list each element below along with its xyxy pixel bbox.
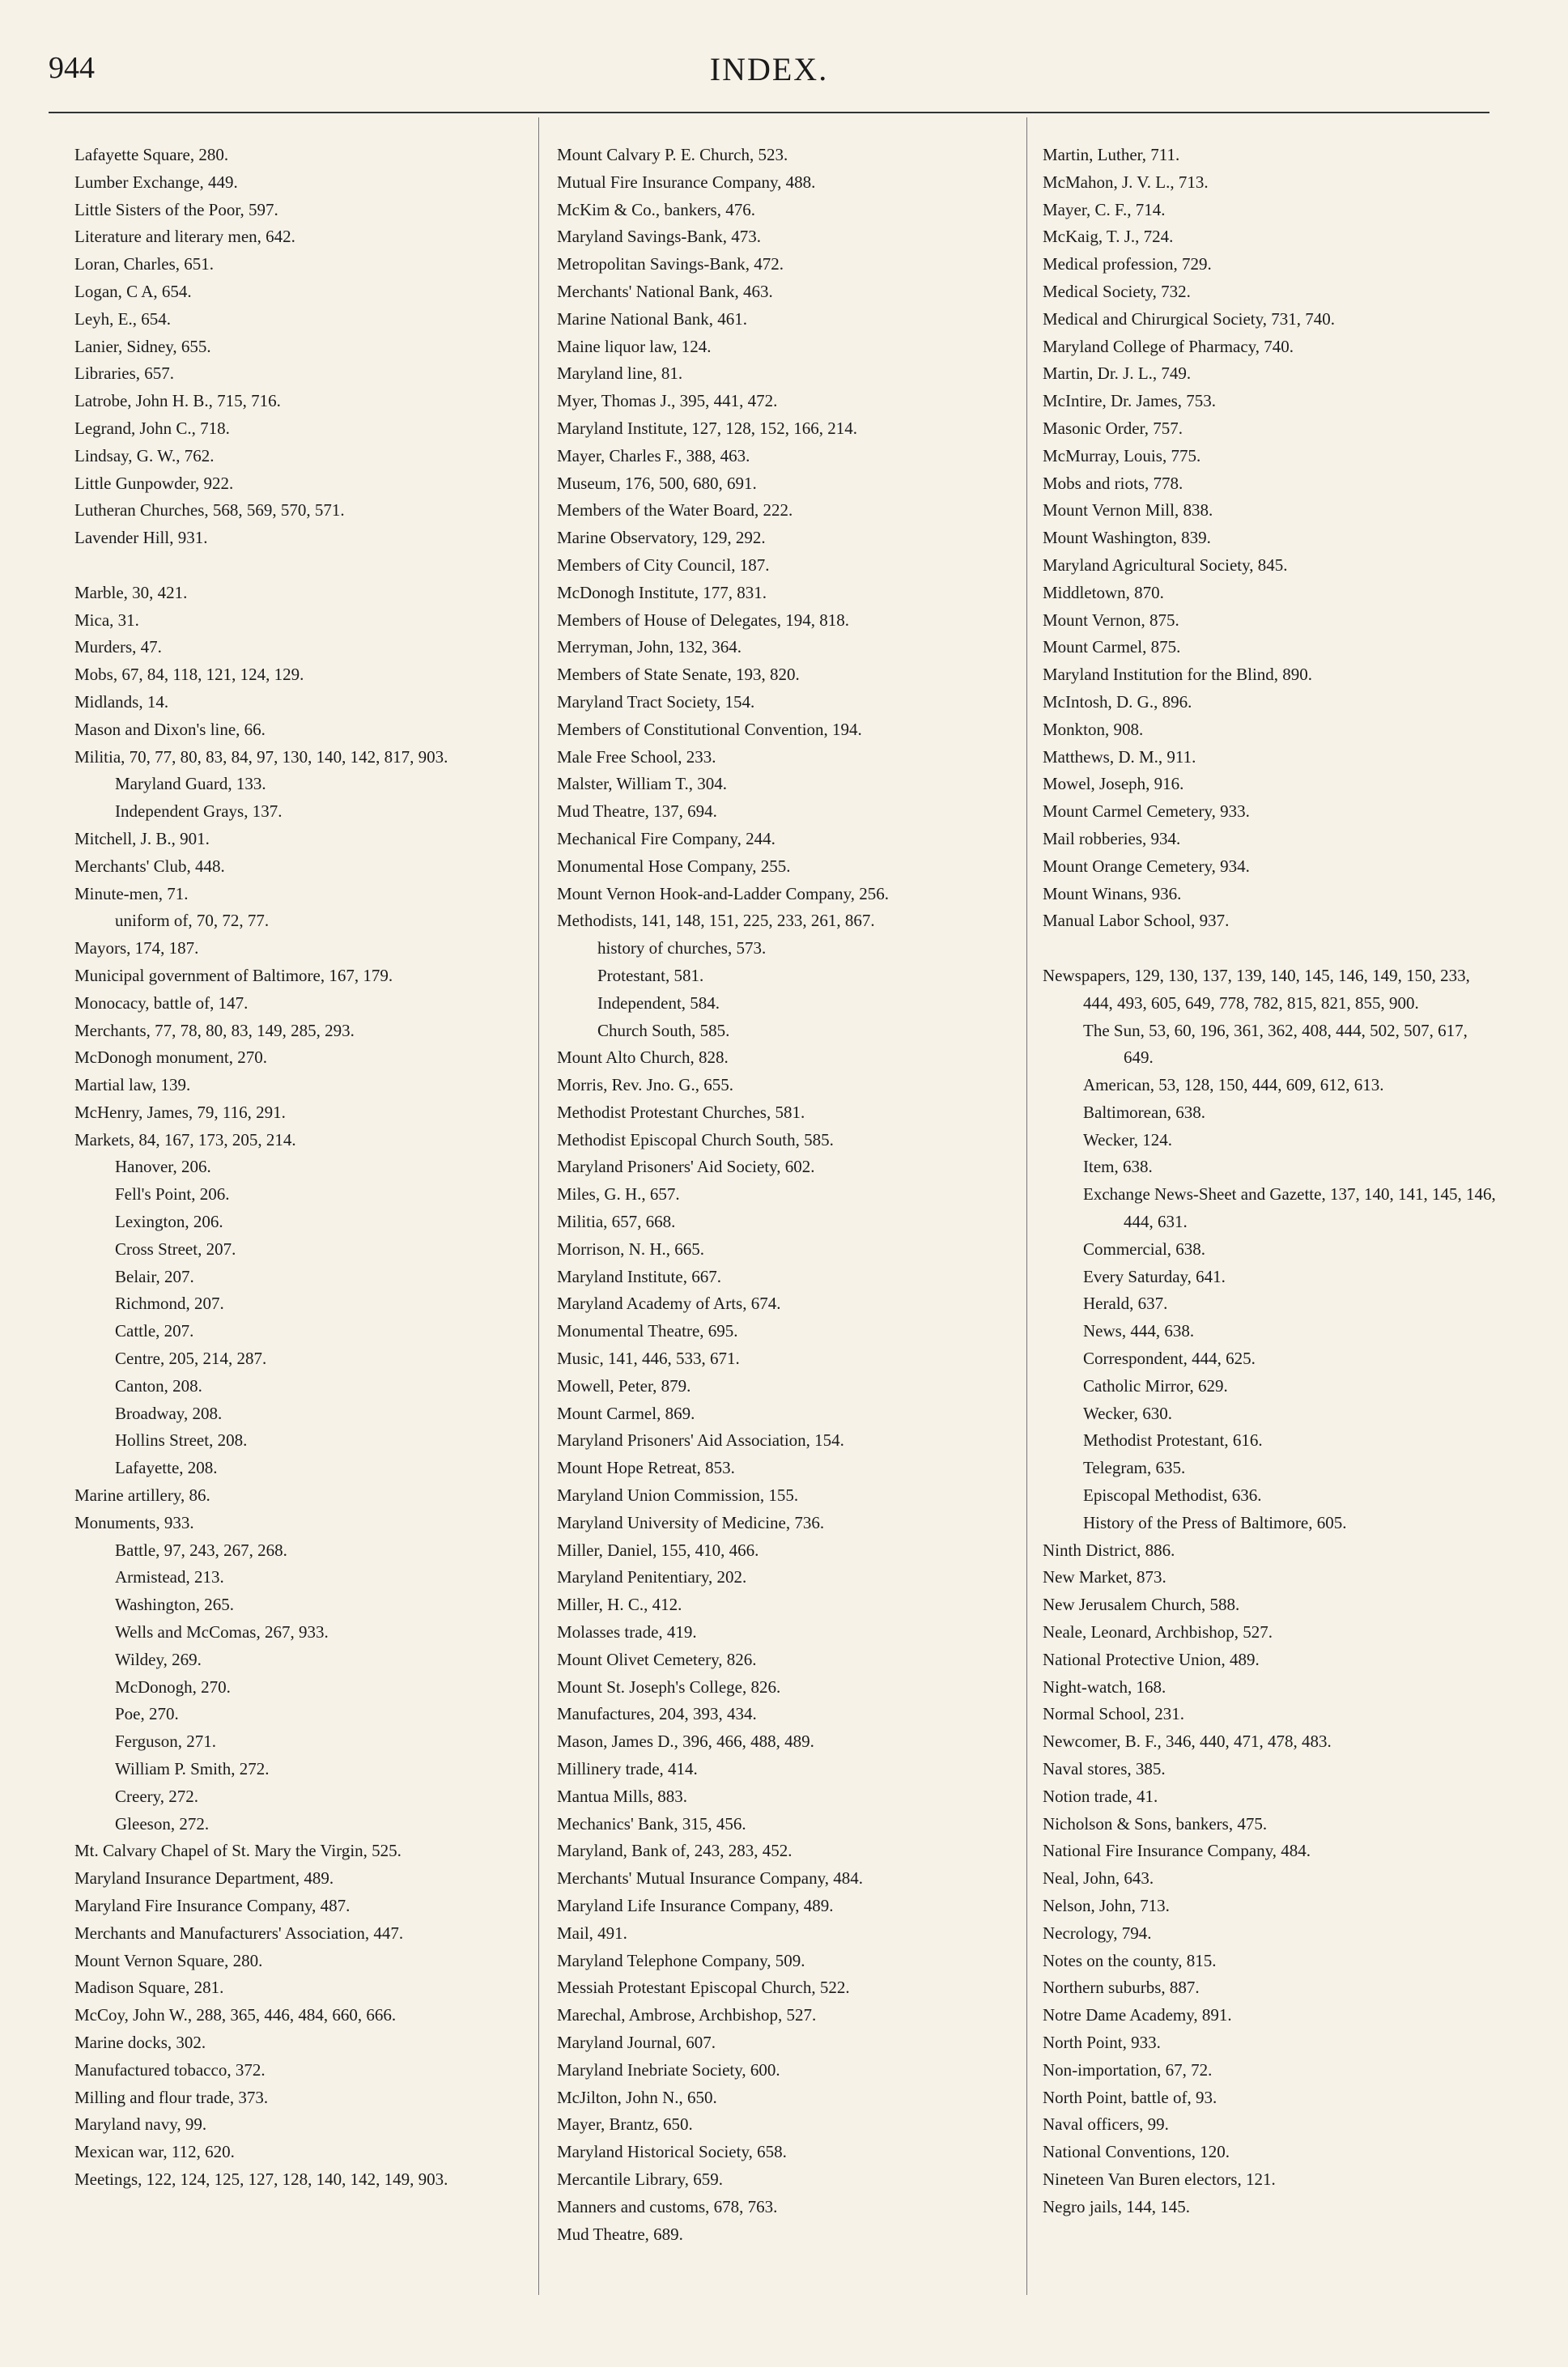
index-entry: Members of State Senate, 193, 820. (557, 665, 800, 685)
index-entry: Messiah Protestant Episcopal Church, 522. (557, 1978, 850, 1998)
index-entry: Mount Vernon Square, 280. (74, 1950, 263, 1970)
index-entry: McMahon, J. V. L., 713. (1043, 172, 1209, 192)
index-subentry: Telegram, 635. (1083, 1458, 1186, 1478)
index-entry: Logan, C A, 654. (74, 281, 192, 301)
page-header (49, 50, 1489, 107)
index-entry: Mount Calvary P. E. Church, 523. (557, 145, 788, 164)
index-subentry: Independent, 584. (597, 992, 720, 1013)
column-divider (538, 117, 539, 2295)
index-entry: Maryland Savings-Bank, 473. (557, 227, 761, 247)
index-entry: Marine docks, 302. (74, 2032, 206, 2052)
index-entry: Night-watch, 168. (1043, 1676, 1166, 1697)
index-entry: Medical Society, 732. (1043, 281, 1191, 301)
index-entry: Lindsay, G. W., 762. (74, 445, 215, 465)
index-entry: Marble, 30, 421. (74, 582, 188, 602)
index-entry: Myer, Thomas J., 395, 441, 472. (557, 391, 778, 411)
page-number: 944 (49, 51, 95, 85)
index-entry: National Fire Insurance Company, 484. (1043, 1841, 1311, 1861)
index-entry: Militia, 70, 77, 80, 83, 84, 97, 130, 140, 142, 817, 903. (74, 746, 448, 767)
index-entry: Mowell, Peter, 879. (557, 1375, 691, 1396)
index-column-2 (557, 142, 1017, 2248)
index-subentry: The Sun, 53, 60, 196, 361, 362, 408, 444, 502, 507, 617, 649. (1083, 1020, 1468, 1068)
index-entry: Mount Orange Cemetery, 934. (1043, 856, 1250, 876)
index-entry: Mowel, Joseph, 916. (1043, 774, 1184, 794)
index-entry: Maryland Tract Society, 154. (557, 691, 755, 712)
index-subentry: Gleeson, 272. (115, 1813, 210, 1834)
index-entry: Morrison, N. H., 665. (557, 1239, 704, 1259)
index-entry: Literature and literary men, 642. (74, 227, 295, 247)
index-entry: Maryland navy, 99. (74, 2114, 207, 2135)
index-subentry: McDonogh, 270. (115, 1676, 231, 1697)
index-subentry: history of churches, 573. (597, 938, 767, 958)
index-entry: Maryland College of Pharmacy, 740. (1043, 336, 1294, 356)
index-subentry: Belair, 207. (115, 1266, 194, 1286)
index-subentry: Catholic Mirror, 629. (1083, 1375, 1228, 1396)
index-subentry: Cross Street, 207. (115, 1239, 236, 1259)
index-subentry: Broadway, 208. (115, 1403, 223, 1423)
index-entry: Monkton, 908. (1043, 719, 1144, 739)
index-entry: Maryland Prisoners' Aid Association, 154. (557, 1430, 844, 1451)
index-subentry: Fell's Point, 206. (115, 1184, 230, 1205)
index-entry: McCoy, John W., 288, 365, 446, 484, 660, 666. (74, 2005, 397, 2025)
index-entry: Mount St. Joseph's College, 826. (557, 1676, 781, 1697)
index-entry: Notre Dame Academy, 891. (1043, 2005, 1232, 2025)
index-subentry: Washington, 265. (115, 1595, 235, 1615)
index-entry: Notes on the county, 815. (1043, 1950, 1217, 1970)
index-entry: New Market, 873. (1043, 1567, 1166, 1587)
index-entry: Maryland Journal, 607. (557, 2032, 716, 2052)
index-entry: Maine liquor law, 124. (557, 336, 712, 356)
index-subentry: Baltimorean, 638. (1083, 1102, 1206, 1122)
index-entry: Members of Constitutional Convention, 194. (557, 719, 862, 739)
index-entry: Music, 141, 446, 533, 671. (557, 1349, 740, 1369)
index-subentry: Cattle, 207. (115, 1321, 194, 1341)
index-entry: McMurray, Louis, 775. (1043, 445, 1201, 465)
index-entry: Maryland Penitentiary, 202. (557, 1567, 747, 1587)
index-entry: Mercantile Library, 659. (557, 2169, 724, 2189)
index-entry: Maryland Agricultural Society, 845. (1043, 555, 1288, 575)
index-entry: Maryland Life Insurance Company, 489. (557, 1896, 834, 1915)
index-entry: Mutual Fire Insurance Company, 488. (557, 172, 816, 192)
index-entry: Little Sisters of the Poor, 597. (74, 199, 278, 219)
page-title: INDEX. (709, 51, 829, 87)
index-entry: Maryland Fire Insurance Company, 487. (74, 1896, 351, 1915)
index-subentry: Wecker, 124. (1083, 1129, 1173, 1150)
index-entry: Maryland, Bank of, 243, 283, 452. (557, 1841, 792, 1861)
index-entry: Manufactured tobacco, 372. (74, 2059, 266, 2080)
index-entry: Mount Olivet Cemetery, 826. (557, 1649, 757, 1669)
index-subentry: Herald, 637. (1083, 1294, 1168, 1314)
index-entry: McIntosh, D. G., 896. (1043, 691, 1192, 712)
index-entry: Mechanical Fire Company, 244. (557, 828, 776, 848)
index-entry: Miller, H. C., 412. (557, 1595, 682, 1615)
index-subentry: History of the Press of Baltimore, 605. (1083, 1512, 1347, 1532)
index-entry: Legrand, John C., 718. (74, 418, 230, 438)
index-entry: Markets, 84, 167, 173, 205, 214. (74, 1129, 296, 1150)
index-subentry: Maryland Guard, 133. (115, 774, 266, 794)
index-subentry: Every Saturday, 641. (1083, 1266, 1226, 1286)
index-entry: Monocacy, battle of, 147. (74, 992, 249, 1013)
index-entry: Mud Theatre, 689. (557, 2224, 683, 2244)
index-subentry: uniform of, 70, 72, 77. (115, 911, 270, 931)
index-entry: Metropolitan Savings-Bank, 472. (557, 254, 784, 274)
index-entry: North Point, 933. (1043, 2032, 1161, 2052)
index-entry: Murders, 47. (74, 637, 162, 657)
index-subentry: Battle, 97, 243, 267, 268. (115, 1540, 287, 1560)
index-entry: Miller, Daniel, 155, 410, 466. (557, 1540, 759, 1560)
index-entry: Nelson, John, 713. (1043, 1896, 1170, 1915)
index-entry: National Protective Union, 489. (1043, 1649, 1260, 1669)
index-entry: Militia, 657, 668. (557, 1212, 676, 1232)
index-entry: Normal School, 231. (1043, 1704, 1184, 1724)
index-subentry: Canton, 208. (115, 1375, 202, 1396)
index-entry: Museum, 176, 500, 680, 691. (557, 473, 757, 493)
index-entry: Negro jails, 144, 145. (1043, 2196, 1190, 2216)
index-entry: Morris, Rev. Jno. G., 655. (557, 1075, 733, 1095)
index-entry: Male Free School, 233. (557, 746, 716, 767)
index-entry: Mayer, C. F., 714. (1043, 199, 1166, 219)
index-entry: Monuments, 933. (74, 1512, 194, 1532)
index-entry: Meetings, 122, 124, 125, 127, 128, 140, 142, 149, 903. (74, 2169, 448, 2189)
index-entry: Lafayette Square, 280. (74, 145, 229, 164)
index-entry: Marine National Bank, 461. (557, 308, 748, 329)
index-entry: Members of City Council, 187. (557, 555, 770, 575)
index-subentry: Episcopal Methodist, 636. (1083, 1485, 1262, 1506)
column-divider (1026, 117, 1027, 2295)
index-entry: Medical profession, 729. (1043, 254, 1212, 274)
index-entry: Mount Alto Church, 828. (557, 1048, 729, 1068)
index-subentry: American, 53, 128, 150, 444, 609, 612, 613. (1083, 1075, 1384, 1095)
index-subentry: Wildey, 269. (115, 1649, 202, 1669)
index-subentry: Hanover, 206. (115, 1157, 211, 1177)
index-entry: Mayer, Charles F., 388, 463. (557, 445, 750, 465)
section-gap (74, 552, 528, 580)
index-column-1 (74, 142, 528, 2194)
index-entry: Naval officers, 99. (1043, 2114, 1169, 2135)
index-entry: North Point, battle of, 93. (1043, 2087, 1217, 2107)
index-subentry: Richmond, 207. (115, 1294, 224, 1314)
index-subentry: Exchange News-Sheet and Gazette, 137, 140, 141, 145, 146, 444, 631. (1083, 1184, 1496, 1232)
index-subentry: Ferguson, 271. (115, 1732, 217, 1752)
index-entry: Medical and Chirurgical Society, 731, 740. (1043, 308, 1336, 329)
index-entry: New Jerusalem Church, 588. (1043, 1595, 1240, 1615)
index-entry: McKim & Co., bankers, 476. (557, 199, 755, 219)
index-entry: Matthews, D. M., 911. (1043, 746, 1196, 767)
index-entry: Lavender Hill, 931. (74, 528, 208, 548)
index-entry: Little Gunpowder, 922. (74, 473, 234, 493)
index-entry: Maryland Academy of Arts, 674. (557, 1294, 781, 1314)
index-entry: Methodist Protestant Churches, 581. (557, 1102, 805, 1122)
index-subentry: Lexington, 206. (115, 1212, 223, 1232)
index-entry: Mayer, Brantz, 650. (557, 2114, 693, 2135)
index-entry: Maryland Historical Society, 658. (557, 2142, 787, 2162)
index-entry: McKaig, T. J., 724. (1043, 227, 1174, 247)
index-entry: Northern suburbs, 887. (1043, 1978, 1200, 1998)
index-entry: Mitchell, J. B., 901. (74, 828, 210, 848)
index-entry: Members of the Water Board, 222. (557, 500, 793, 521)
index-entry: Mount Hope Retreat, 853. (557, 1458, 735, 1478)
index-entry: Newcomer, B. F., 346, 440, 471, 478, 483. (1043, 1732, 1332, 1752)
index-entry: Mud Theatre, 137, 694. (557, 801, 717, 822)
index-entry: Middletown, 870. (1043, 582, 1164, 602)
header-rule (49, 112, 1489, 113)
index-subentry: Item, 638. (1083, 1157, 1153, 1177)
index-entry: Marechal, Ambrose, Archbishop, 527. (557, 2005, 817, 2025)
index-subentry: Poe, 270. (115, 1704, 179, 1724)
index-entry: Maryland Institute, 667. (557, 1266, 721, 1286)
index-entry: Neale, Leonard, Archbishop, 527. (1043, 1622, 1273, 1642)
index-entry: Mobs and riots, 778. (1043, 473, 1183, 493)
index-entry: Libraries, 657. (74, 363, 175, 384)
index-entry: Notion trade, 41. (1043, 1786, 1158, 1806)
index-subentry: Protestant, 581. (597, 965, 704, 985)
index-entry: Lumber Exchange, 449. (74, 172, 238, 192)
index-entry: Members of House of Delegates, 194, 818. (557, 610, 849, 630)
index-entry: Marine artillery, 86. (74, 1485, 210, 1506)
index-entry: Necrology, 794. (1043, 1923, 1152, 1943)
index-subentry: Church South, 585. (597, 1020, 730, 1040)
index-subentry: Armistead, 213. (115, 1567, 224, 1587)
index-entry: Maryland Prisoners' Aid Society, 602. (557, 1157, 815, 1177)
index-column-3 (1043, 142, 1496, 2221)
index-entry: Monumental Theatre, 695. (557, 1321, 738, 1341)
index-entry: Maryland Institution for the Blind, 890. (1043, 665, 1313, 685)
index-entry: Latrobe, John H. B., 715, 716. (74, 391, 281, 411)
index-entry: Mayors, 174, 187. (74, 938, 199, 958)
index-subentry: Methodist Protestant, 616. (1083, 1430, 1263, 1451)
index-entry: Manual Labor School, 937. (1043, 911, 1230, 931)
index-entry: Loran, Charles, 651. (74, 254, 215, 274)
index-entry: Maryland Insurance Department, 489. (74, 1868, 334, 1889)
index-entry: Lutheran Churches, 568, 569, 570, 571. (74, 500, 345, 521)
index-entry: McDonogh Institute, 177, 831. (557, 582, 767, 602)
index-entry: Milling and flour trade, 373. (74, 2087, 269, 2107)
index-entry: Molasses trade, 419. (557, 1622, 697, 1642)
index-entry: Merchants' Club, 448. (74, 856, 225, 876)
index-entry: Ninth District, 886. (1043, 1540, 1175, 1560)
index-subentry: Creery, 272. (115, 1786, 199, 1806)
index-entry: Miles, G. H., 657. (557, 1184, 680, 1205)
index-entry: Mexican war, 112, 620. (74, 2142, 235, 2162)
index-subentry: Commercial, 638. (1083, 1239, 1206, 1259)
index-entry: Mount Vernon Hook-and-Ladder Company, 256. (557, 883, 890, 903)
index-entry: Martin, Dr. J. L., 749. (1043, 363, 1192, 384)
index-subentry: Wells and McComas, 267, 933. (115, 1622, 329, 1642)
index-entry: Marine Observatory, 129, 292. (557, 528, 766, 548)
index-subentry: Wecker, 630. (1083, 1403, 1173, 1423)
index-entry: Mount Carmel, 875. (1043, 637, 1181, 657)
index-entry: Masonic Order, 757. (1043, 418, 1183, 438)
index-entry: Mica, 31. (74, 610, 139, 630)
index-entry: Mobs, 67, 84, 118, 121, 124, 129. (74, 665, 304, 685)
index-entry: Mason and Dixon's line, 66. (74, 719, 266, 739)
index-entry: Midlands, 14. (74, 691, 169, 712)
index-subentry: News, 444, 638. (1083, 1321, 1195, 1341)
index-entry: Municipal government of Baltimore, 167, 179. (74, 965, 393, 985)
index-entry: Neal, John, 643. (1043, 1868, 1154, 1889)
index-subentry: Hollins Street, 208. (115, 1430, 248, 1451)
index-entry: Manners and customs, 678, 763. (557, 2196, 778, 2216)
index-subentry: Centre, 205, 214, 287. (115, 1349, 267, 1369)
index-entry: Martin, Luther, 711. (1043, 145, 1180, 164)
index-entry: Lanier, Sidney, 655. (74, 336, 211, 356)
index-entry: Mount Carmel Cemetery, 933. (1043, 801, 1250, 822)
index-entry: Monumental Hose Company, 255. (557, 856, 791, 876)
index-entry: Maryland Inebriate Society, 600. (557, 2059, 780, 2080)
index-entry: Mail, 491. (557, 1923, 627, 1943)
index-entry: Merchants' Mutual Insurance Company, 484. (557, 1868, 863, 1889)
index-entry: Newspapers, 129, 130, 137, 139, 140, 145, 146, 149, 150, 233, 444, 493, 605, 649, 778, 782, 815, 821, 855, 900. (1043, 965, 1470, 1013)
index-entry: Maryland Telephone Company, 509. (557, 1950, 805, 1970)
index-entry: Mechanics' Bank, 315, 456. (557, 1813, 746, 1834)
index-entry: Merryman, John, 132, 364. (557, 637, 742, 657)
index-entry: Mount Carmel, 869. (557, 1403, 695, 1423)
index-entry: Nineteen Van Buren electors, 121. (1043, 2169, 1276, 2189)
index-entry: Non-importation, 67, 72. (1043, 2059, 1213, 2080)
index-entry: Madison Square, 281. (74, 1978, 224, 1998)
index-entry: Mount Vernon, 875. (1043, 610, 1179, 630)
index-subentry: Correspondent, 444, 625. (1083, 1349, 1256, 1369)
index-subentry: William P. Smith, 272. (115, 1759, 270, 1779)
index-entry: National Conventions, 120. (1043, 2142, 1230, 2162)
index-entry: Merchants and Manufacturers' Association, 447. (74, 1923, 404, 1943)
index-entry: Maryland Union Commission, 155. (557, 1485, 799, 1506)
index-entry: Malster, William T., 304. (557, 774, 728, 794)
index-entry: Manufactures, 204, 393, 434. (557, 1704, 757, 1724)
index-entry: Methodist Episcopal Church South, 585. (557, 1129, 834, 1150)
index-entry: Mason, James D., 396, 466, 488, 489. (557, 1732, 814, 1752)
index-entry: Martial law, 139. (74, 1075, 191, 1095)
index-entry: McJilton, John N., 650. (557, 2087, 717, 2107)
index-entry: Maryland Institute, 127, 128, 152, 166, 214. (557, 418, 857, 438)
index-entry: Mount Vernon Mill, 838. (1043, 500, 1213, 521)
index-entry: Merchants' National Bank, 463. (557, 281, 773, 301)
index-entry: McIntire, Dr. James, 753. (1043, 391, 1217, 411)
index-entry: Maryland line, 81. (557, 363, 683, 384)
index-entry: Mantua Mills, 883. (557, 1786, 687, 1806)
index-entry: Naval stores, 385. (1043, 1759, 1166, 1779)
index-subentry: Independent Grays, 137. (115, 801, 283, 822)
index-entry: McDonogh monument, 270. (74, 1048, 267, 1068)
index-subentry: Lafayette, 208. (115, 1458, 218, 1478)
index-entry: Mount Washington, 839. (1043, 528, 1211, 548)
section-gap (1043, 935, 1496, 963)
index-entry: Maryland University of Medicine, 736. (557, 1512, 825, 1532)
index-entry: Merchants, 77, 78, 80, 83, 149, 285, 293. (74, 1020, 355, 1040)
index-entry: Millinery trade, 414. (557, 1759, 698, 1779)
index-entry: Leyh, E., 654. (74, 308, 171, 329)
index-entry: Methodists, 141, 148, 151, 225, 233, 261, 867. (557, 911, 875, 931)
index-entry: Minute-men, 71. (74, 883, 189, 903)
index-entry: Nicholson & Sons, bankers, 475. (1043, 1813, 1268, 1834)
index-entry: Mail robberies, 934. (1043, 828, 1181, 848)
index-entry: McHenry, James, 79, 116, 291. (74, 1102, 286, 1122)
index-entry: Mount Winans, 936. (1043, 883, 1182, 903)
index-entry: Mt. Calvary Chapel of St. Mary the Virgin, 525. (74, 1841, 402, 1861)
